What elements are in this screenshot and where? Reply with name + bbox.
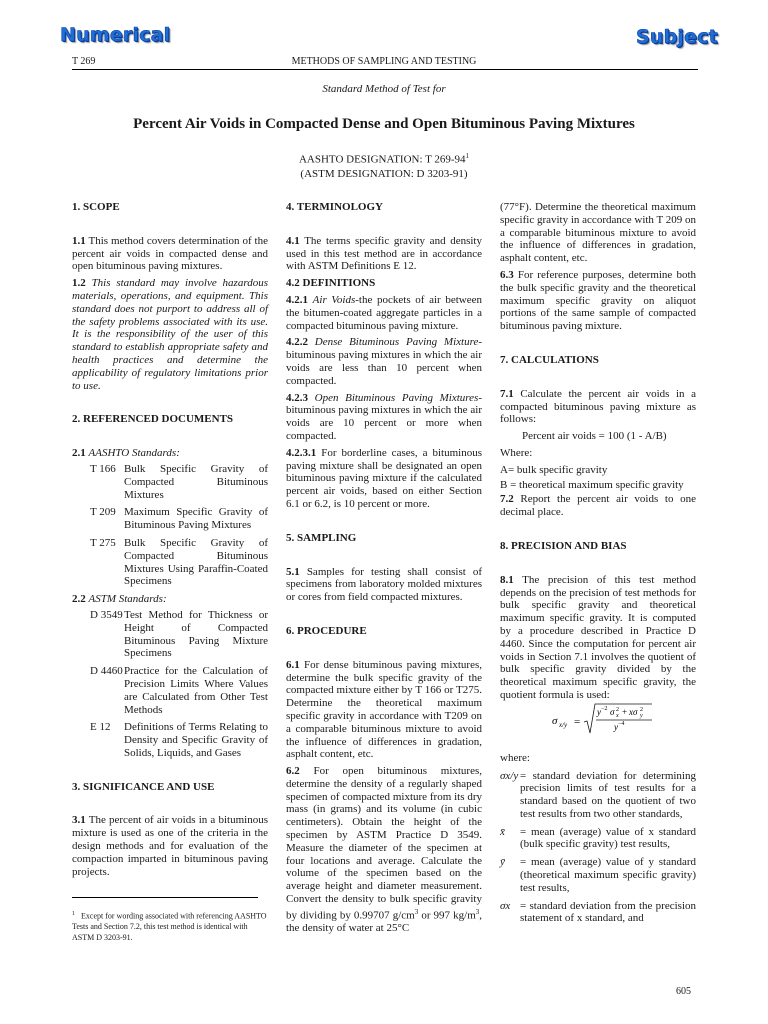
- where-label-2: where:: [500, 751, 530, 764]
- svg-text:y: y: [614, 722, 618, 732]
- para-3-1: 3.1 The percent of air voids in a bituminous mixture is used as one of the criteria in the design methods and for evaluation of the compaction imparted in bituminous paving projects.: [72, 814, 268, 878]
- svg-text:x/y: x/y: [559, 721, 568, 729]
- column-left: [72, 201, 268, 878]
- page-number: 605: [676, 986, 691, 997]
- svg-text:y: y: [640, 713, 643, 719]
- quotient-formula-equation: [552, 700, 672, 742]
- section-sampling-heading: 5. SAMPLING: [286, 531, 357, 544]
- where-item: σx/y = standard deviation for determining precision limits of test results for a standard based on the quotient of two test results from two other standards,: [500, 769, 696, 820]
- section-scope-heading: 1. SCOPE: [72, 201, 120, 213]
- svg-text:σ: σ: [552, 715, 558, 727]
- para-6-1: 6.1 For dense bituminous paving mixtures, determine the bulk specific gravity of the compacted mixture either by T 166 or T275. Determine the theoretical maximum specific gravity in accordance with T209 on a comparable bituminous mixture to avoid the influence of differences in gradation, asphalt content, etc.: [286, 658, 483, 761]
- ref-item: D 3549 Test Method for Thickness or Height of Compacted Bituminous Paving Mixture Specimens: [90, 608, 268, 660]
- definitions-heading: 4.2 DEFINITIONS: [286, 277, 376, 290]
- intro-line: Standard Method of Test for: [322, 83, 446, 95]
- ref-item: D 4460 Practice for the Calculation of Precision Limits Where Values are Calculated from Other Test Methods: [90, 665, 268, 716]
- def-4-2-1: 4.2.1 Air Voids-the pockets of air between the bitumen-coated aggregate particles in a compacted bituminous paving mixture.: [286, 293, 482, 332]
- section-significance-heading: 3. SIGNIFICANCE AND USE: [72, 780, 215, 793]
- para-2-1: 2.1 AASHTO Standards:: [72, 447, 180, 460]
- section-precision-heading: 8. PRECISION AND BIAS: [500, 539, 627, 552]
- doc-number: T 269: [72, 56, 96, 67]
- where-item: σx = standard deviation from the precision statement of x standard, and: [500, 899, 696, 925]
- section-procedure-heading: 6. PROCEDURE: [286, 624, 367, 637]
- definition-a: A= bulk specific gravity: [500, 463, 608, 476]
- para-1-1: 1.1 This method covers determination of the percent air voids in compacted dense and open bituminous paving mixtures.: [72, 234, 268, 273]
- astm-ref-list: [90, 609, 268, 760]
- svg-text:2: 2: [640, 707, 643, 713]
- para-6-3: 6.3 For reference purposes, determine both the bulk specific gravity and the theoretical maximum specific gravity on aliquot portions of the same sample of compacted bituminous paving mixture.: [500, 268, 697, 333]
- def-4-2-2: 4.2.2 Dense Bituminous Paving Mixture-bituminous paving mixtures in which the air voids are less than 10 percent when compacted.: [286, 336, 483, 387]
- ref-item: T 209 Maximum Specific Gravity of Bituminous Paving Mixtures: [90, 506, 268, 532]
- ref-item: T 275 Bulk Specific Gravity of Compacted Bituminous Mixtures Using Paraffin-Coated Specimens: [90, 536, 268, 588]
- para-4-1: 4.1 The terms specific gravity and density used in this test method are in accordance with ASTM Definitions E 12.: [286, 234, 482, 273]
- column-middle: [286, 201, 482, 935]
- ref-item: T 166 Bulk Specific Gravity of Compacted Bituminous Mixtures: [90, 462, 268, 501]
- where-item: x̄ = mean (average) value of x standard (bulk specific gravity) test results,: [500, 825, 696, 851]
- definition-b: B = theoretical maximum specific gravity: [500, 478, 684, 491]
- where-item: ȳ = mean (average) value of y standard (theoretical maximum specific gravity) test results,: [500, 856, 696, 894]
- def-4-2-3: 4.2.3 Open Bituminous Paving Mixtures-bituminous paving mixtures in which the air voids are 10 percent or more when compacted.: [286, 391, 483, 442]
- footnote: $^1$ Except for wording associated with referencing AASHTO Tests and Section 7.2, this test method is identical with ASTM D 3203-91.: [72, 911, 267, 942]
- svg-text:y: y: [597, 707, 601, 717]
- svg-text:σ: σ: [610, 707, 615, 717]
- numerical-logo: Numerical: [60, 24, 171, 46]
- svg-text:−4: −4: [618, 721, 625, 727]
- header-rule: [72, 69, 698, 70]
- para-6-2: 6.2 For open bituminous mixtures, determine the density of a regularly shaped specimen of compacted mixture from its dry mass (in grams) and its volume (in cubic centimeters). Obtain the height of the specimen by ASTM Practice D 3549. Measure the diameter of the specimen at four locations and average. Calculate the volume of the specimen based on the average height and diameter measurement. Convert the density to bulk specific gravity by dividing by 0.99707 $g/cm^3$ or 997 $kg/m^3$, the density of water at 25°C: [286, 765, 483, 935]
- svg-text:=: =: [574, 716, 581, 728]
- def-4-2-3-1: 4.2.3.1 For borderline cases, a bituminous paving mixture shall be designated an open bituminous paving mixture if the calculated percent air voids, based on either Section 6.1 or 6.2, is 10 percent or more.: [286, 446, 482, 510]
- aashto-designation: AASHTO DESIGNATION: T $269-94^1$: [298, 152, 470, 166]
- footnote-rule: [72, 897, 258, 898]
- svg-text:xσ: xσ: [629, 707, 638, 717]
- ref-item: E 12 Definitions of Terms Relating to Density and Specific Gravity of Solids, Liquids, and Gases: [90, 721, 268, 759]
- para-2-2: 2.2 ASTM Standards:: [72, 593, 167, 606]
- svg-text:+: +: [622, 707, 628, 717]
- svg-text:−2: −2: [601, 706, 608, 712]
- section-terminology-heading: 4. TERMINOLOGY: [286, 201, 383, 213]
- para-7-1: 7.1 Calculate the percent air voids in a compacted bituminous paving mixture as follows:: [500, 387, 696, 426]
- air-voids-formula: Percent air voids = 100 (1 - A/B): [522, 430, 667, 443]
- section-references-heading: 2. REFERENCED DOCUMENTS: [72, 413, 234, 426]
- svg-text:x: x: [616, 713, 619, 719]
- para-7-2: 7.2 Report the percent air voids to one decimal place.: [500, 493, 697, 519]
- page-title: Percent Air Voids in Compacted Dense and Open Bituminous Paving Mixtures: [133, 116, 635, 132]
- para-5-1: 5.1 Samples for testing shall consist of specimens from laboratory molded mixtures or cores from field compacted mixtures.: [286, 565, 483, 604]
- para-6-2-continued: (77°F). Determine the theoretical maximum specific gravity in accordance with T 209 on a comparable bituminous mixture to avoid the influence of differences in gradation, asphalt content, etc.: [500, 201, 697, 265]
- svg-text:2: 2: [616, 707, 619, 713]
- subject-logo: Subject: [636, 26, 718, 48]
- running-header: METHODS OF SAMPLING AND TESTING: [291, 56, 477, 67]
- para-1-2: 1.2 This standard may involve hazardous materials, operations, and equipment. This standard does not purport to address all of the safety problems associated with its use. It is the responsibility of the user of this standard to establish appropriate safety and health practices and determine the applicability of regulatory limitations prior to use.: [72, 277, 268, 392]
- where-label: Where:: [500, 446, 533, 459]
- astm-designation: (ASTM DESIGNATION: D 3203-91): [300, 168, 468, 180]
- para-8-1: 8.1 The precision of this test method depends on the precision of test methods for bulk specific gravity and theoretical maximum specific gravity. It is computed by a procedure described in Practice D 4460. Since the computation for percent air voids in Section 7.1 involves the quotient of bulk specific gravity divided by the theoretical maximum specific gravity, the quotient formula is used:: [500, 573, 696, 701]
- section-calculations-heading: 7. CALCULATIONS: [500, 353, 599, 366]
- column-right: [500, 201, 696, 925]
- aashto-ref-list: [90, 463, 268, 588]
